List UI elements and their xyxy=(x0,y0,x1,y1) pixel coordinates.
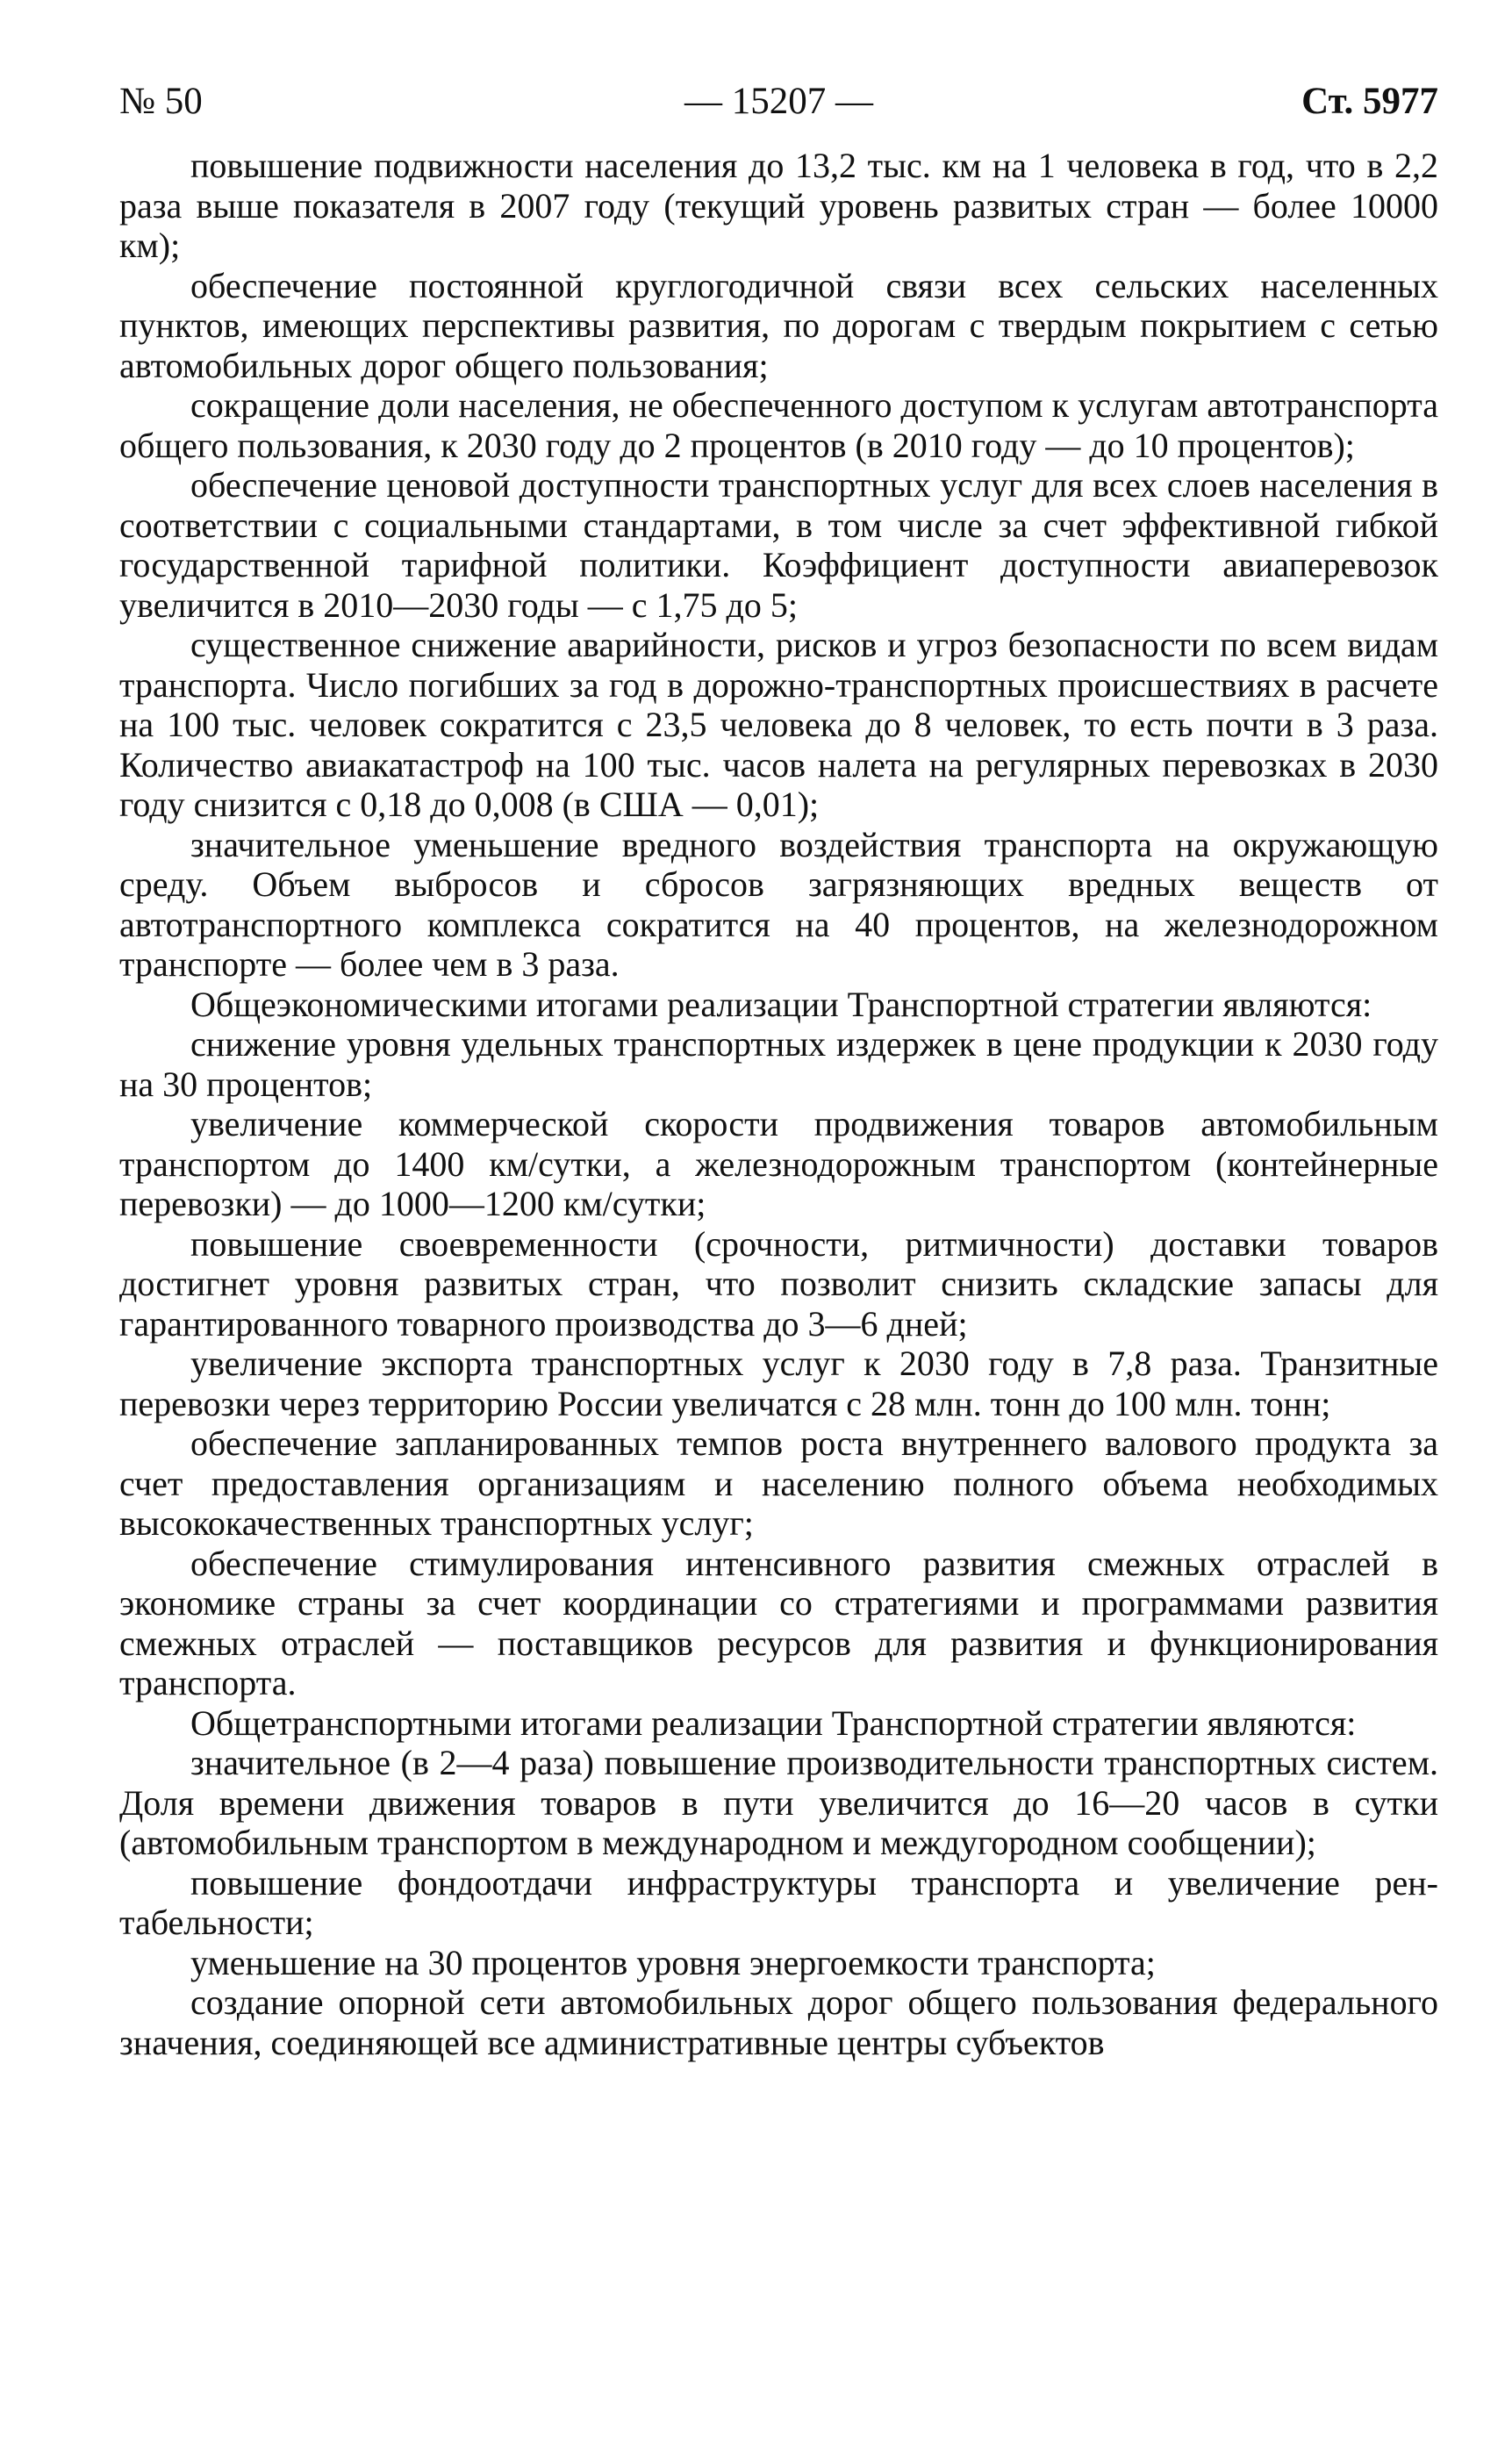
paragraph: увеличение экспорта транспортных услуг к 2030 году в 7,8 раза. Транзитные перевозки через территорию России увеличатся с 28 млн. тонн до 100 млн. тонн; xyxy=(119,1344,1438,1423)
paragraph: обеспечение ценовой доступности транспортных услуг для всех слоев населения в соответствии с социальными стандартами, в том числе за счет эффективной гибкой государственной тарифной политики. Коэффициент доступности авиаперевозок увеличится в 2010—2030 годы — с 1,75 до 5; xyxy=(119,465,1438,625)
paragraph: повышение своевременности (срочности, ритмичности) доставки товаров достигнет уровня развитых стран, что позволит снизить складские запасы для гарантированного товарного производства до 3—6 дней; xyxy=(119,1223,1438,1344)
paragraph: повышение фондоотдачи инфраструктуры транспорта и увеличение рентабельности; xyxy=(119,1862,1438,1942)
page-number: — 15207 — xyxy=(684,81,873,122)
article-number: Ст. 5977 xyxy=(1301,81,1438,122)
paragraph: увеличение коммерческой скорости продвижения товаров автомобильным транспортом до 1400 км/сутки, а железнодорожным транспортом (контейнерные перевозки) — до 1000—1200 км/сутки; xyxy=(119,1104,1438,1223)
paragraph: Общетранспортными итогами реализации Транспортной стратегии являются: xyxy=(190,1702,1357,1743)
paragraph: существенное снижение аварийности, рисков и угроз безопасности по всем видам транспорта. Число погибших за год в дорожно-транспортных происшествиях в расчете на 100 тыс. человек сократится с 23,5 человека до 8 человек, то есть почти в 3 раза. Количество авиакатастроф на 100 тыс. часов налета на регулярных перевозках в 2030 году снизится с 0,18 до 0,008 (в США — 0,01); xyxy=(119,625,1438,824)
paragraph: Общеэкономическими итогами реализации Транспортной стратегии являются: xyxy=(190,984,1372,1024)
paragraph: обеспечение запланированных темпов роста внутреннего валового продукта за счет предоставления организациям и населению полного объема необходимых высококачественных транспортных услуг; xyxy=(119,1423,1438,1543)
paragraph: снижение уровня удельных транспортных издержек в цене продукции к 2030 году на 30 процентов; xyxy=(119,1024,1438,1104)
paragraph: значительное (в 2—4 раза) повышение производительности транспортных систем. Доля времени движения товаров в пути увеличится до 16—20 часов в сутки (автомобильным транспортом в международном и междугородном сообщении); xyxy=(119,1743,1438,1862)
paragraph: сокращение доли населения, не обеспеченного доступом к услугам автотранспорта общего пользования, к 2030 году до 2 процентов (в 2010 году — до 10 процентов); xyxy=(119,385,1438,465)
page-header xyxy=(119,75,1438,128)
document-body xyxy=(119,146,1438,2062)
issue-number: № 50 xyxy=(119,81,203,122)
paragraph: обеспечение стимулирования интенсивного развития смежных отраслей в экономике страны за счет координации со стратегиями и программами развития смежных отраслей — поставщиков ресурсов для развития и функционирования транспорта. xyxy=(119,1543,1438,1702)
paragraph: повышение подвижности населения до 13,2 тыс. км на 1 человека в год, что в 2,2 раза выше показателя в 2007 году (текущий уровень развитых стран — более 10000 км); xyxy=(119,146,1438,265)
paragraph: уменьшение на 30 процентов уровня энергоемкости транспорта; xyxy=(190,1942,1156,1982)
paragraph: значительное уменьшение вредного воздействия транспорта на окружающую среду. Объем выбросов и сбросов загрязняющих вредных веществ от автотранспортного комплекса сократится на 40 процентов, на железнодорожном транспорте — более чем в 3 раза. xyxy=(119,824,1438,984)
paragraph: обеспечение постоянной круглогодичной связи всех сельских населенных пунктов, имеющих перспективы развития, по дорогам с твердым покрытием с сетью автомобильных дорог общего пользования; xyxy=(119,265,1438,385)
paragraph: создание опорной сети автомобильных дорог общего пользования федерального значения, соединяющей все административные центры субъектов xyxy=(119,1982,1438,2062)
